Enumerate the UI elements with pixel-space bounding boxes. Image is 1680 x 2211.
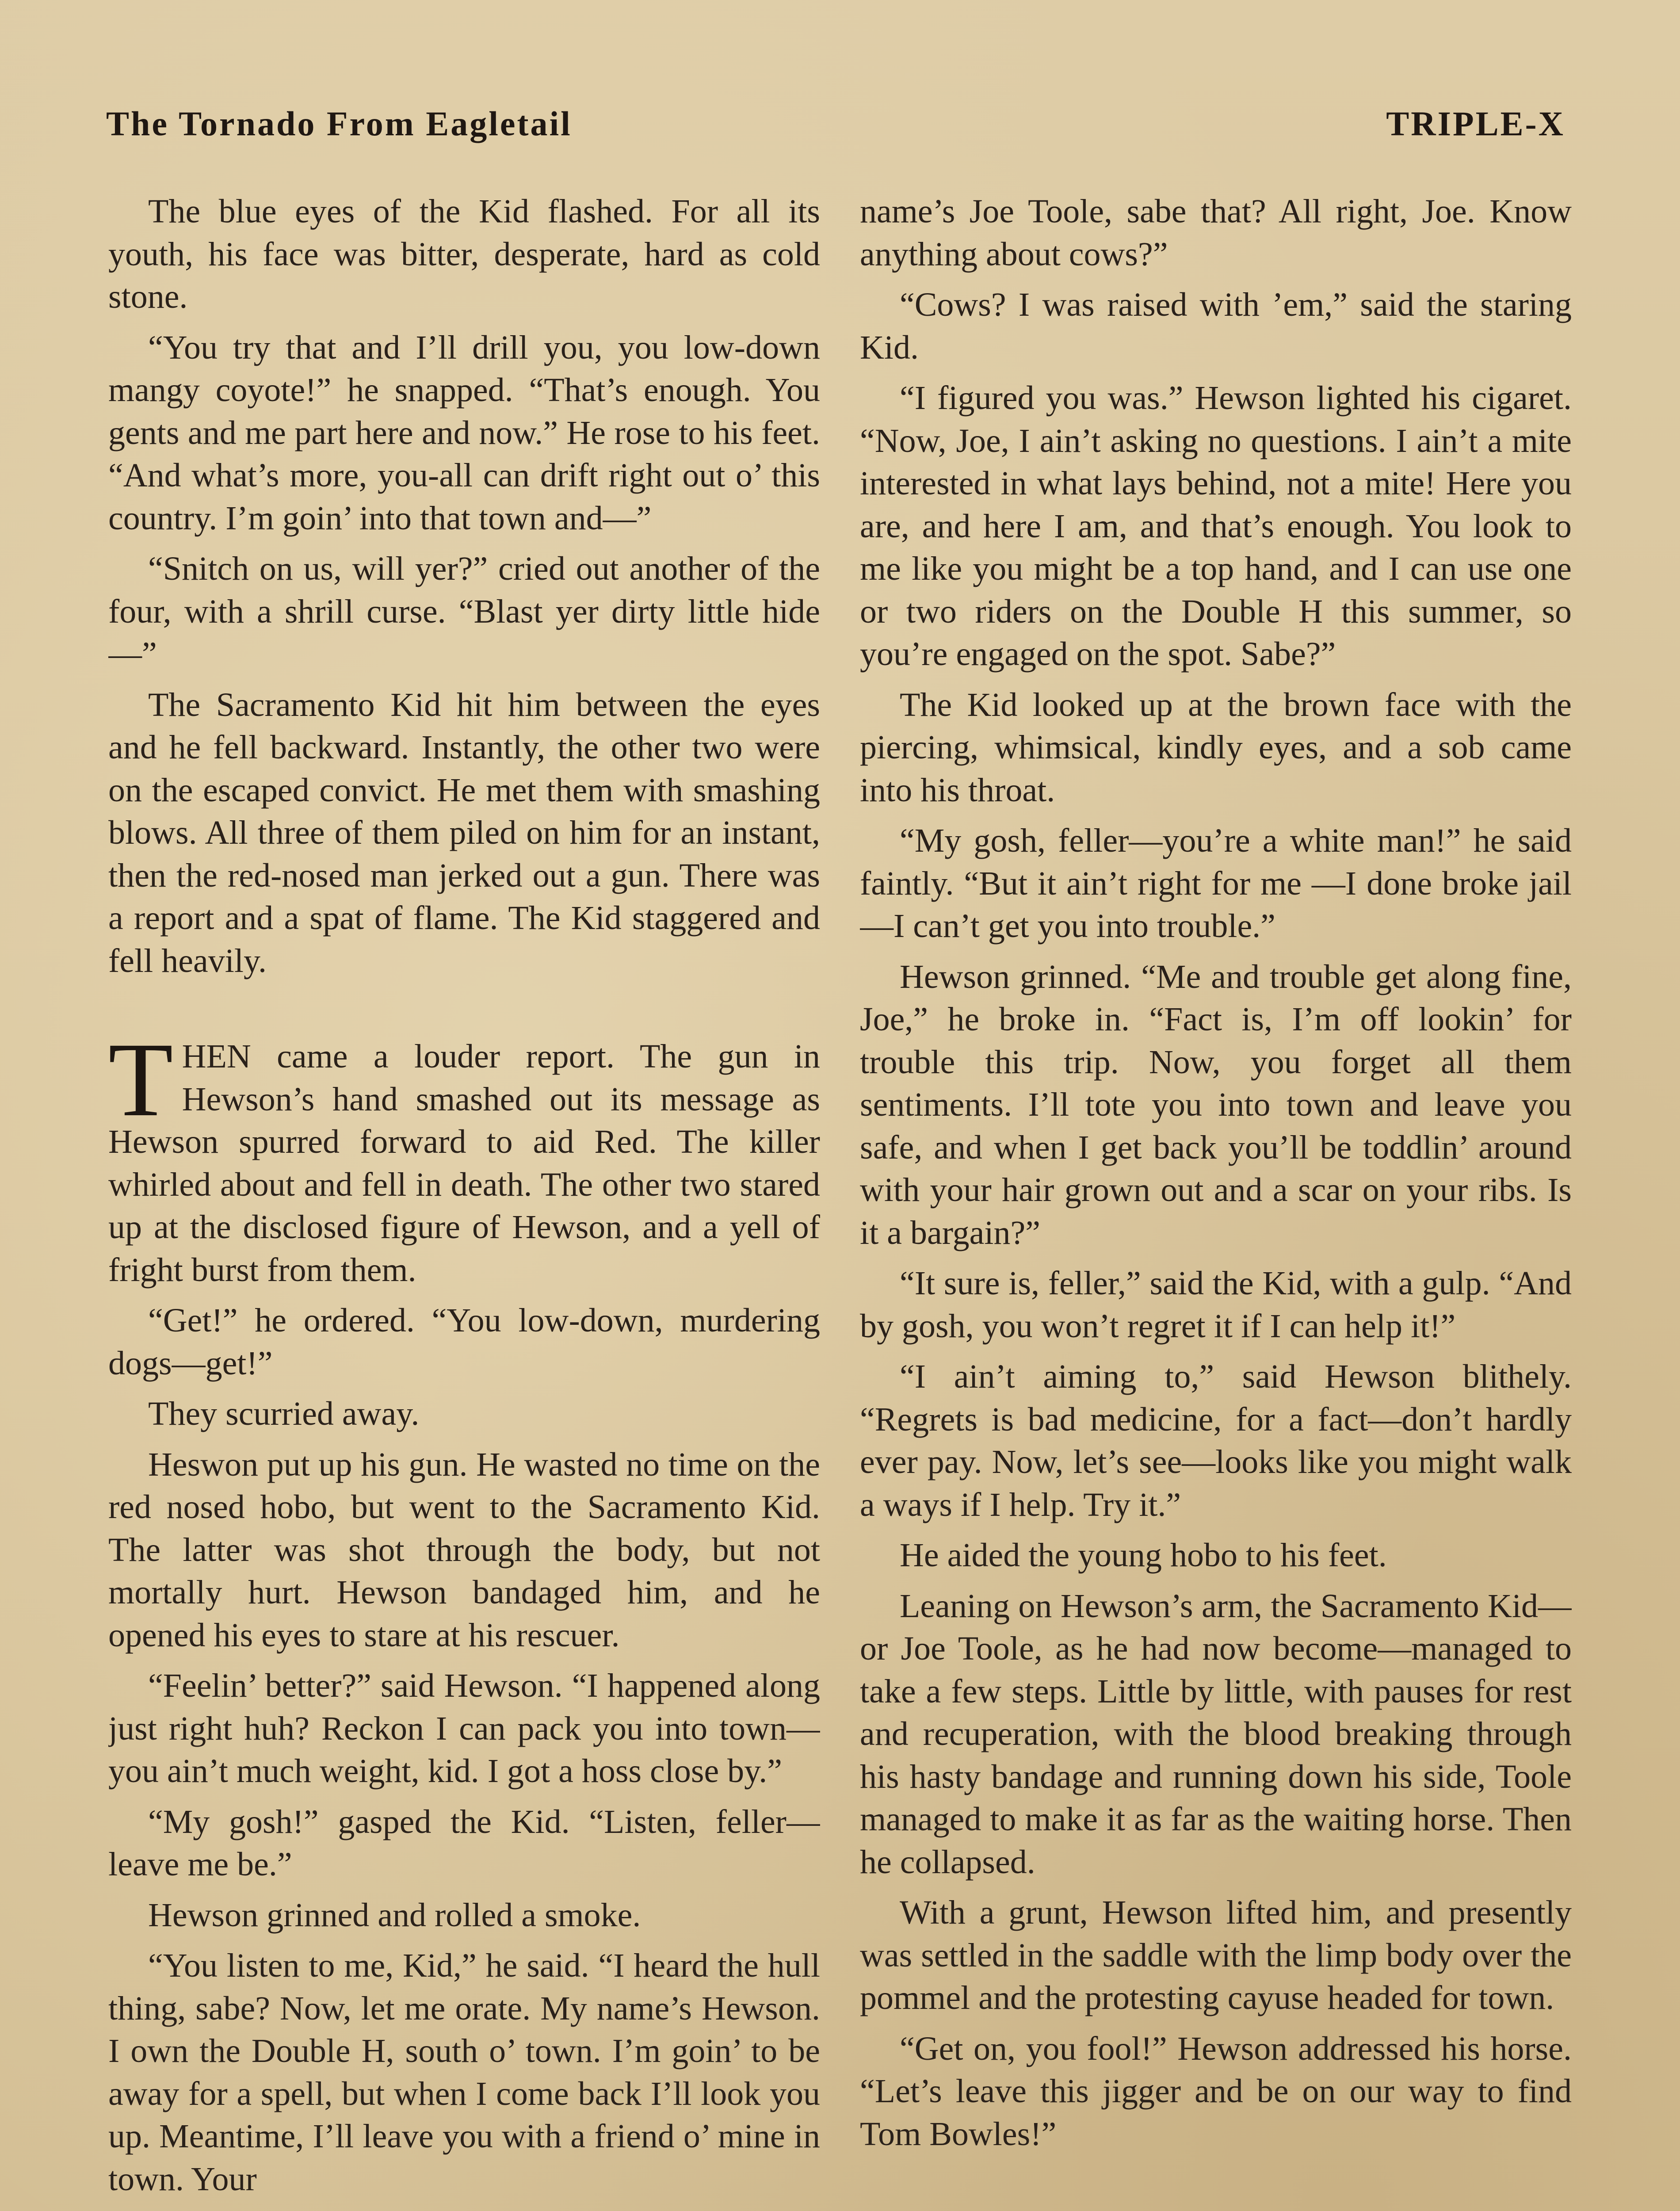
magazine-name: TRIPLE-X (1386, 104, 1565, 143)
paragraph: They scurried away. (148, 1395, 420, 1432)
paragraph: Hewson grinned. “Me and trouble get along fine, Joe,” he broke in. “Fact is, I’m off lookin’ for trouble this trip. Now, you forget all them sentiments. I’ll tote you into town and leave you safe, and when I get back you’ll be toddlin’ around with your hair grown out and a scar on your ribs. Is it a bargain?” (860, 958, 1572, 1251)
right-column (860, 190, 1572, 2211)
running-header (106, 104, 1565, 153)
section-opening-paragraph (108, 1021, 820, 1291)
paragraph: “Get on, you fool!” Hewson addressed his horse. “Let’s leave this jigger and be on our way to find Tom Bowles!” (860, 2030, 1572, 2153)
left-column (108, 190, 820, 2211)
paragraph: “Get!” he ordered. “You low-down, murdering dogs—get!” (108, 1302, 820, 1382)
paragraph: “My gosh, feller—you’re a white man!” he said faintly. “But it ain’t right for me —I done broke jail—I can’t get you into trouble.” (860, 822, 1572, 945)
paragraph: With a grunt, Hewson lifted him, and presently was settled in the saddle with the limp body over the pommel and the protesting cayuse headed for town. (860, 1894, 1572, 2016)
drop-cap: T (108, 1021, 173, 1138)
paragraph: “You listen to me, Kid,” he said. “I heard the hull thing, sabe? Now, let me orate. My name’s Hewson. I own the Double H, south o’ town. I’m goin’ to be away for a spell, but when I come back I’ll look you up. Meantime, I’ll leave you with a friend o’ mine in town. Your (108, 1947, 820, 2198)
paragraph: Hewson grinned and rolled a smoke. (148, 1896, 641, 1934)
paragraph: “Snitch on us, will yer?” cried out another of the four, with a shrill curse. “Blast yer dirty little hide—” (108, 550, 820, 673)
paragraph: Leaning on Hewson’s arm, the Sacramento Kid—or Joe Toole, as he had now become—managed to take a few steps. Little by little, with pauses for rest and recuperation, with the blood breaking through his hasty bandage and running down his side, Toole managed to make it as far as the waiting horse. Then he collapsed. (860, 1587, 1572, 1881)
paragraph: “I ain’t aiming to,” said Hewson blithely. “Regrets is bad medicine, for a fact—don’t hardly ever pay. Now, let’s see—looks like you might walk a ways if I help. Try it.” (860, 1358, 1572, 1523)
paragraph: “You try that and I’ll drill you, you low-down mangy coyote!” he snapped. “That’s enough. You gents and me part here and now.” He rose to his feet. “And what’s more, you-all can drift right out o’ this country. I’m goin’ into that town and—” (108, 329, 820, 537)
paragraph: “My gosh!” gasped the Kid. “Listen, feller—leave me be.” (108, 1803, 820, 1883)
paragraph: The blue eyes of the Kid flashed. For all its youth, his face was bitter, desperate, hard as cold stone. (108, 193, 820, 315)
section-text: HEN came a louder report. The gun in Hewson’s hand smashed out its message as Hewson spurred forward to aid Red. The killer whirled about and fell in death. The other two stared up at the disclosed figure of Hewson, and a yell of fright burst from them. (108, 1038, 820, 1289)
paragraph: The Kid looked up at the brown face with the piercing, whimsical, kindly eyes, and a sob came into his throat. (860, 686, 1572, 809)
paragraph: “Cows? I was raised with ’em,” said the staring Kid. (860, 286, 1572, 366)
paragraph: “Feelin’ better?” said Hewson. “I happened along just right huh? Reckon I can pack you into town—you ain’t much weight, kid. I got a hoss close by.” (108, 1667, 820, 1790)
paragraph: He aided the young hobo to his feet. (900, 1537, 1387, 1574)
paragraph: The Sacramento Kid hit him between the eyes and he fell backward. Instantly, the other two were on the escaped convict. He met them with smashing blows. All three of them piled on him for an instant, then the red-nosed man jerked out a gun. There was a report and a spat of flame. The Kid staggered and fell heavily. (108, 686, 820, 979)
paragraph: “I figured you was.” Hewson lighted his cigaret. “Now, Joe, I ain’t asking no questions. I ain’t a mite interested in what lays behind, not a mite! Here you are, and here I am, and that’s enough. You look to me like you might be a top hand, and I can use one or two riders on the Double H this summer, so you’re engaged on the spot. Sabe?” (860, 379, 1572, 673)
story-title: The Tornado From Eagletail (106, 104, 572, 143)
continued-paragraph: name’s Joe Toole, sabe that? All right, Joe. Know anything about cows?” (860, 193, 1572, 273)
paragraph: Heswon put up his gun. He wasted no time on the red nosed hobo, but went to the Sacramento Kid. The latter was shot through the body, but not mortally hurt. Hewson bandaged him, and he opened his eyes to stare at his rescuer. (108, 1446, 820, 1654)
paragraph: “It sure is, feller,” said the Kid, with a gulp. “And by gosh, you won’t regret it if I can help it!” (860, 1265, 1572, 1345)
